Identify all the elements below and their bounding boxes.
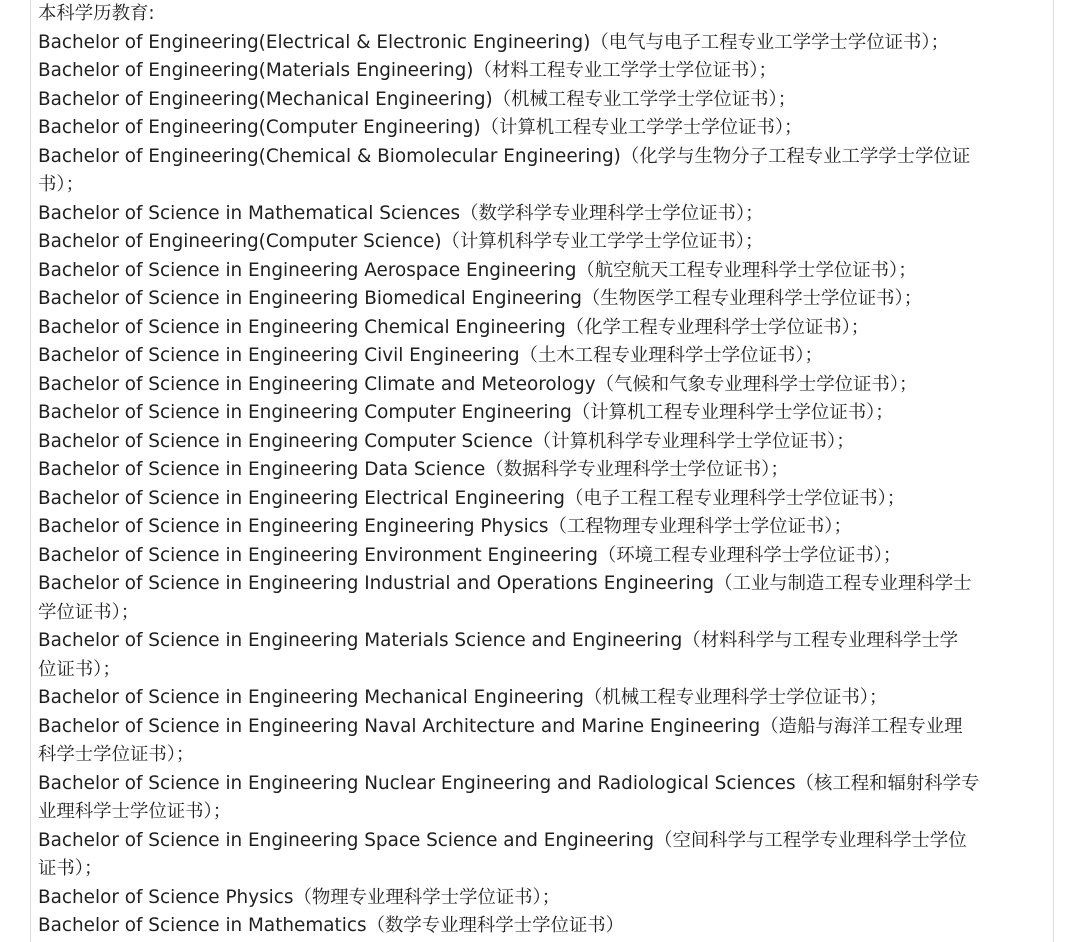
degree-entry — [38, 29, 1048, 58]
degree-entry — [38, 428, 1048, 457]
degree-entry — [38, 371, 1048, 400]
degree-document — [38, 0, 1048, 941]
degree-entry-line: 科学士学位证书）； — [38, 744, 195, 765]
degree-entry-line: Bachelor of Engineering(Chemical & Biomolecular Engineering)（化学与生物分子工程专业工学学士学位证 — [38, 145, 971, 167]
degree-entry — [38, 770, 1048, 827]
degree-entry-line: Bachelor of Science in Engineering Naval Architecture and Marine Engineering（造船与海洋工程专业理 — [38, 715, 963, 737]
degree-entry — [38, 228, 1048, 257]
degree-entry-line: Bachelor of Science in Engineering Electrical Engineering（电子工程工程专业理科学士学位证书）； — [38, 487, 906, 509]
degree-entry — [38, 57, 1048, 86]
degree-entry — [38, 257, 1048, 286]
degree-entry-line: 学位证书）； — [38, 601, 140, 623]
degree-entry — [38, 713, 1048, 770]
degree-entry-line: Bachelor of Science in Mathematics（数学专业理科学士学位证书） — [38, 915, 625, 936]
degree-entry-line: Bachelor of Science in Engineering Mechanical Engineering（机械工程专业理科学士学位证书）； — [38, 687, 888, 708]
degree-entry-line: Bachelor of Science in Engineering Civil Engineering（土木工程专业理科学士学位证书）； — [38, 345, 823, 366]
degree-entry-line: Bachelor of Engineering(Computer Science)（计算机科学专业工学学士学位证书）； — [38, 231, 764, 252]
degree-entry-line: Bachelor of Science in Engineering Computer Science（计算机科学专业理科学士学位证书）； — [38, 430, 855, 452]
degree-entry — [38, 200, 1048, 229]
section-heading: 本科学历教育: — [38, 3, 155, 24]
degree-entry — [38, 285, 1048, 314]
degree-entry — [38, 884, 1048, 913]
degree-entry — [38, 114, 1048, 143]
degree-entry — [38, 513, 1048, 542]
degree-entry-line: Bachelor of Science in Engineering Engineering Physics（工程物理专业理科学士学位证书）； — [38, 516, 852, 537]
degree-entry — [38, 570, 1048, 627]
degree-entry — [38, 456, 1048, 485]
degree-entry-line: Bachelor of Science in Engineering Data Science（数据科学专业理科学士学位证书）； — [38, 459, 789, 480]
degree-entry-line: 业理科学士学位证书）； — [38, 801, 232, 822]
degree-entry — [38, 342, 1048, 371]
degree-entry — [38, 684, 1048, 713]
degree-entry-line: Bachelor of Engineering(Mechanical Engineering)（机械工程专业工学学士学位证书）； — [38, 88, 797, 110]
degree-entry-line: Bachelor of Science in Engineering Space Science and Engineering（空间科学与工程学专业理科学士学位 — [38, 829, 967, 851]
degree-entry-line: 书）； — [38, 174, 84, 195]
degree-entry — [38, 86, 1048, 115]
degree-entry-line: Bachelor of Science Physics（物理专业理科学士学位证书）； — [38, 886, 561, 908]
degree-list — [38, 29, 1048, 941]
degree-entry-line: Bachelor of Engineering(Computer Engineering)（计算机工程专业工学学士学位证书）； — [38, 117, 803, 138]
degree-entry-line: Bachelor of Science in Engineering Environment Engineering（环境工程专业理科学士学位证书）； — [38, 544, 902, 566]
degree-entry — [38, 314, 1048, 343]
degree-entry — [38, 627, 1048, 684]
degree-entry-line: Bachelor of Engineering(Electrical & Electronic Engineering)（电气与电子工程专业工学学士学位证书）； — [38, 31, 950, 53]
degree-entry-line: Bachelor of Science in Engineering Materials Science and Engineering（材料科学与工程专业理科学士学 — [38, 630, 959, 651]
degree-entry-line: Bachelor of Engineering(Materials Engineering)（材料工程专业工学学士学位证书）； — [38, 60, 777, 81]
degree-entry-line: 证书）； — [38, 858, 103, 879]
degree-entry-line: Bachelor of Science in Engineering Nuclear Engineering and Radiological Sciences（核工程和辐射科学专 — [38, 772, 980, 794]
degree-entry — [38, 399, 1048, 428]
degree-entry-line: Bachelor of Science in Engineering Industrial and Operations Engineering（工业与制造工程专业理科学士 — [38, 573, 972, 594]
degree-entry-line: Bachelor of Science in Engineering Computer Engineering（计算机工程专业理科学士学位证书）； — [38, 402, 894, 423]
degree-entry — [38, 485, 1048, 514]
degree-entry-line: Bachelor of Science in Engineering Chemical Engineering（化学工程专业理科学士学位证书）； — [38, 316, 870, 338]
degree-entry — [38, 143, 1048, 200]
degree-entry-line: Bachelor of Science in Engineering Climate and Meteorology（气候和气象专业理科学士学位证书）； — [38, 373, 918, 395]
degree-entry — [38, 827, 1048, 884]
degree-entry — [38, 912, 1048, 941]
degree-entry-line: Bachelor of Science in Mathematical Sciences（数学科学专业理科学士学位证书）； — [38, 202, 764, 224]
degree-entry-line: Bachelor of Science in Engineering Aerospace Engineering（航空航天工程专业理科学士学位证书）； — [38, 259, 917, 281]
degree-entry-line: 位证书）； — [38, 658, 121, 680]
degree-entry — [38, 542, 1048, 571]
degree-entry-line: Bachelor of Science in Engineering Biomedical Engineering（生物医学工程专业理科学士学位证书）； — [38, 288, 923, 309]
